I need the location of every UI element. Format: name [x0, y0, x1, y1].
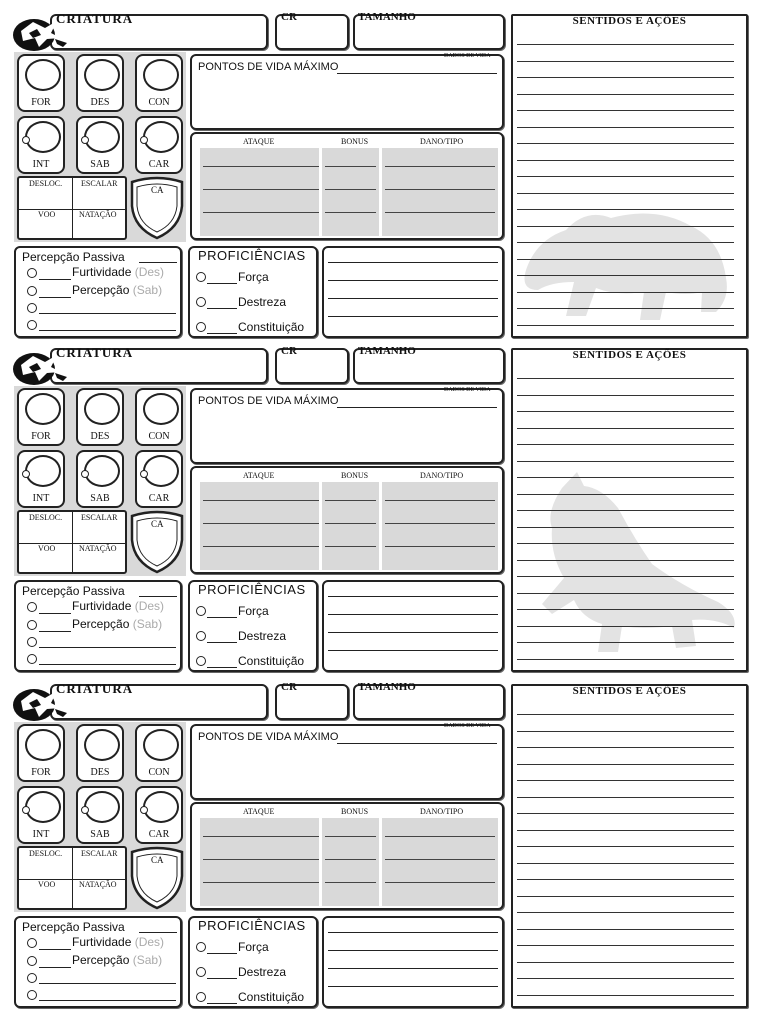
- stealth-skill: [72, 265, 164, 279]
- perception-value-line[interactable]: [39, 631, 71, 632]
- strength-save-line[interactable]: [207, 953, 237, 954]
- strength-save-line[interactable]: [207, 283, 237, 284]
- skill-ability: (Des): [134, 935, 165, 949]
- senses-line[interactable]: [517, 477, 734, 478]
- attack-header: ATAQUE: [243, 137, 275, 146]
- senses-line[interactable]: [517, 659, 734, 660]
- attack-name-column[interactable]: [200, 482, 319, 570]
- senses-line[interactable]: [517, 576, 734, 577]
- skill-name: Percepção: [72, 953, 130, 967]
- senses-actions-title: SENTIDOS E AÇÕES: [572, 685, 687, 697]
- attack-damage-column[interactable]: [382, 148, 498, 236]
- senses-line[interactable]: [517, 813, 734, 814]
- ability-label: CON: [148, 97, 170, 108]
- walk-speed-label: DESLOC.: [29, 179, 63, 188]
- senses-line[interactable]: [517, 510, 734, 511]
- attack-row-line[interactable]: [325, 882, 376, 883]
- ability-dex[interactable]: [76, 54, 124, 112]
- bonus-header: BONUS: [341, 471, 369, 480]
- ability-score-oval[interactable]: [84, 729, 120, 761]
- senses-line[interactable]: [517, 242, 734, 243]
- challenge-rating-label: CR: [281, 345, 297, 357]
- senses-line[interactable]: [517, 444, 734, 445]
- attack-bonus-column[interactable]: [322, 818, 379, 906]
- senses-line[interactable]: [517, 731, 734, 732]
- senses-line[interactable]: [517, 912, 734, 913]
- fly-speed-label: VOO: [38, 544, 56, 553]
- swim-speed-label: NATAÇÃO: [79, 210, 117, 219]
- size-label: TAMANHO: [358, 11, 416, 23]
- ability-label: CAR: [148, 829, 170, 840]
- attack-name-column[interactable]: [200, 818, 319, 906]
- ability-label: FOR: [31, 767, 51, 778]
- notes-box[interactable]: [322, 246, 504, 338]
- perception-skill: [72, 617, 162, 631]
- notes-line[interactable]: [328, 632, 498, 633]
- senses-line[interactable]: [517, 209, 734, 210]
- ability-dex[interactable]: [76, 724, 124, 782]
- swim-speed-label: NATAÇÃO: [79, 544, 117, 553]
- senses-line[interactable]: [517, 626, 734, 627]
- senses-line[interactable]: [517, 995, 734, 996]
- senses-line[interactable]: [517, 714, 734, 715]
- senses-actions-title: SENTIDOS E AÇÕES: [572, 15, 687, 27]
- ability-score-oval[interactable]: [25, 59, 61, 91]
- dexterity-save-line[interactable]: [207, 978, 237, 979]
- senses-line[interactable]: [517, 609, 734, 610]
- attack-header: ATAQUE: [243, 807, 275, 816]
- skill-ability: (Des): [134, 265, 165, 279]
- climb-speed-label: ESCALAR: [81, 513, 118, 522]
- ability-cha[interactable]: [135, 786, 183, 844]
- ability-con[interactable]: [135, 388, 183, 446]
- skill-name: Percepção: [72, 283, 130, 297]
- attack-row-line[interactable]: [325, 836, 376, 837]
- custom-skill-line[interactable]: [39, 330, 176, 331]
- strength-save-line[interactable]: [207, 617, 237, 618]
- ability-str[interactable]: [17, 54, 65, 112]
- damage-type-header: DANO/TIPO: [420, 471, 464, 480]
- attack-header: ATAQUE: [243, 471, 275, 480]
- notes-line[interactable]: [328, 932, 498, 933]
- ability-label: INT: [32, 829, 50, 840]
- hit-dice-label: DADOS DE VIDA: [444, 387, 491, 393]
- ability-label: INT: [32, 159, 50, 170]
- size-label: TAMANHO: [358, 681, 416, 693]
- creature-sheet-2: [0, 334, 768, 670]
- attack-row-line[interactable]: [385, 523, 495, 524]
- strength-save-label: Força: [238, 604, 269, 618]
- attack-row-line[interactable]: [203, 212, 319, 213]
- bonus-header: BONUS: [341, 807, 369, 816]
- ability-cha[interactable]: [135, 116, 183, 174]
- passive-perception-field[interactable]: [139, 596, 177, 597]
- senses-line[interactable]: [517, 494, 734, 495]
- ability-score-oval[interactable]: [143, 393, 179, 425]
- senses-line[interactable]: [517, 560, 734, 561]
- senses-line[interactable]: [517, 978, 734, 979]
- skill-name: Furtividade: [72, 265, 132, 279]
- ability-wis[interactable]: [76, 116, 124, 174]
- fly-speed-label: VOO: [38, 880, 56, 889]
- attack-row-line[interactable]: [203, 859, 319, 860]
- walk-speed-label: DESLOC.: [29, 513, 63, 522]
- senses-line[interactable]: [517, 830, 734, 831]
- attack-row-line[interactable]: [203, 882, 319, 883]
- ability-label: CAR: [148, 493, 170, 504]
- bonus-header: BONUS: [341, 137, 369, 146]
- perception-proficiency-dot[interactable]: [27, 956, 37, 966]
- notes-line[interactable]: [328, 316, 498, 317]
- senses-line[interactable]: [517, 160, 734, 161]
- armor-class-label: CA: [151, 185, 164, 195]
- proficiency-dot[interactable]: [81, 470, 89, 478]
- proficiency-dot[interactable]: [140, 136, 148, 144]
- notes-line[interactable]: [328, 650, 498, 651]
- passive-perception-label: Percepção Passiva: [22, 250, 125, 264]
- proficiency-dot[interactable]: [81, 806, 89, 814]
- attack-damage-column[interactable]: [382, 482, 498, 570]
- perception-skill: [72, 283, 162, 297]
- skill-ability: (Sab): [132, 953, 163, 967]
- ability-score-oval[interactable]: [143, 121, 179, 153]
- movement-grid[interactable]: [17, 176, 127, 240]
- ability-score-oval[interactable]: [25, 393, 61, 425]
- perception-value-line[interactable]: [39, 297, 71, 298]
- ability-label: SAB: [90, 159, 110, 170]
- dexterity-save-label: Destreza: [238, 629, 287, 643]
- ability-label: CON: [148, 431, 170, 442]
- attack-row-line[interactable]: [385, 212, 495, 213]
- passive-perception-label: Percepção Passiva: [22, 584, 125, 598]
- dexterity-save-line[interactable]: [207, 642, 237, 643]
- constitution-save-line[interactable]: [207, 667, 237, 668]
- senses-line[interactable]: [517, 527, 734, 528]
- ability-score-oval[interactable]: [84, 455, 120, 487]
- notes-line[interactable]: [328, 986, 498, 987]
- strength-save-dot[interactable]: [196, 272, 206, 282]
- senses-line[interactable]: [517, 846, 734, 847]
- max-hp-label: PONTOS DE VIDA MÁXIMO: [198, 395, 339, 407]
- custom-skill-dot[interactable]: [27, 990, 37, 1000]
- ability-score-oval[interactable]: [84, 791, 120, 823]
- strength-save-dot[interactable]: [196, 942, 206, 952]
- skill-ability: (Sab): [132, 283, 163, 297]
- ability-con[interactable]: [135, 724, 183, 782]
- ability-label: CON: [148, 767, 170, 778]
- hit-dice-label: DADOS DE VIDA: [444, 723, 491, 729]
- constitution-save-dot[interactable]: [196, 322, 206, 332]
- senses-line[interactable]: [517, 110, 734, 111]
- attack-row-line[interactable]: [385, 500, 495, 501]
- custom-skill-line[interactable]: [39, 313, 176, 314]
- dexterity-save-dot[interactable]: [196, 967, 206, 977]
- max-hp-line: [337, 743, 497, 744]
- notes-line[interactable]: [328, 614, 498, 615]
- senses-line[interactable]: [517, 896, 734, 897]
- senses-line[interactable]: [517, 259, 734, 260]
- proficiency-dot[interactable]: [81, 136, 89, 144]
- attack-row-line[interactable]: [325, 166, 376, 167]
- senses-line[interactable]: [517, 44, 734, 45]
- custom-skill-dot[interactable]: [27, 654, 37, 664]
- ability-label: FOR: [31, 431, 51, 442]
- creature-sheet-1: [0, 0, 768, 336]
- constitution-save-dot[interactable]: [196, 992, 206, 1002]
- senses-line[interactable]: [517, 193, 734, 194]
- ability-int[interactable]: [17, 116, 65, 174]
- senses-line[interactable]: [517, 94, 734, 95]
- ability-score-oval[interactable]: [25, 121, 61, 153]
- constitution-save-label: Constituição: [238, 654, 305, 668]
- senses-line[interactable]: [517, 879, 734, 880]
- skill-ability: (Des): [134, 599, 165, 613]
- ability-label: DES: [90, 431, 110, 442]
- damage-type-header: DANO/TIPO: [420, 137, 464, 146]
- proficiency-dot[interactable]: [22, 136, 30, 144]
- custom-skill-line[interactable]: [39, 664, 176, 665]
- ability-label: SAB: [90, 829, 110, 840]
- attack-row-line[interactable]: [325, 523, 376, 524]
- ability-wis[interactable]: [76, 786, 124, 844]
- attack-row-line[interactable]: [385, 836, 495, 837]
- senses-line[interactable]: [517, 378, 734, 379]
- ability-score-oval[interactable]: [84, 393, 120, 425]
- attack-row-line[interactable]: [385, 546, 495, 547]
- senses-line[interactable]: [517, 945, 734, 946]
- max-hp-line: [337, 73, 497, 74]
- senses-line[interactable]: [517, 411, 734, 412]
- notes-line[interactable]: [328, 596, 498, 597]
- attack-row-line[interactable]: [203, 546, 319, 547]
- armor-class-label: CA: [151, 855, 164, 865]
- ability-wis[interactable]: [76, 450, 124, 508]
- notes-line[interactable]: [328, 968, 498, 969]
- ability-str[interactable]: [17, 388, 65, 446]
- attack-row-line[interactable]: [385, 189, 495, 190]
- dexterity-save-dot[interactable]: [196, 297, 206, 307]
- ability-score-oval[interactable]: [143, 791, 179, 823]
- senses-line[interactable]: [517, 308, 734, 309]
- climb-speed-label: ESCALAR: [81, 179, 118, 188]
- attack-bonus-column[interactable]: [322, 482, 379, 570]
- skill-name: Percepção: [72, 617, 130, 631]
- stealth-value-line[interactable]: [39, 949, 71, 950]
- ability-int[interactable]: [17, 450, 65, 508]
- senses-line[interactable]: [517, 797, 734, 798]
- senses-line[interactable]: [517, 395, 734, 396]
- movement-grid[interactable]: [17, 510, 127, 574]
- proficiency-dot[interactable]: [140, 806, 148, 814]
- ability-score-oval[interactable]: [143, 729, 179, 761]
- senses-line[interactable]: [517, 642, 734, 643]
- senses-line[interactable]: [517, 780, 734, 781]
- creature-name-label: CRIATURA: [56, 345, 134, 360]
- senses-line[interactable]: [517, 61, 734, 62]
- ability-score-oval[interactable]: [25, 729, 61, 761]
- notes-line[interactable]: [328, 262, 498, 263]
- ability-label: DES: [90, 767, 110, 778]
- passive-perception-label: Percepção Passiva: [22, 920, 125, 934]
- proficiency-dot[interactable]: [22, 806, 30, 814]
- dexterity-save-label: Destreza: [238, 965, 287, 979]
- senses-line[interactable]: [517, 226, 734, 227]
- climb-speed-label: ESCALAR: [81, 849, 118, 858]
- attack-row-line[interactable]: [385, 882, 495, 883]
- attack-row-line[interactable]: [325, 212, 376, 213]
- ability-label: CAR: [148, 159, 170, 170]
- strength-save-label: Força: [238, 940, 269, 954]
- constitution-save-label: Constituição: [238, 320, 305, 334]
- hit-dice-label: DADOS DE VIDA: [444, 53, 491, 59]
- senses-line[interactable]: [517, 127, 734, 128]
- passive-perception-field[interactable]: [139, 262, 177, 263]
- stealth-proficiency-dot[interactable]: [27, 602, 37, 612]
- custom-skill-dot[interactable]: [27, 637, 37, 647]
- creature-sheet-3: [0, 670, 768, 1006]
- ability-label: INT: [32, 493, 50, 504]
- ability-score-oval[interactable]: [25, 791, 61, 823]
- ability-score-oval[interactable]: [84, 121, 120, 153]
- swim-speed-label: NATAÇÃO: [79, 880, 117, 889]
- attack-row-line[interactable]: [325, 189, 376, 190]
- attack-damage-column[interactable]: [382, 818, 498, 906]
- senses-line[interactable]: [517, 428, 734, 429]
- stealth-proficiency-dot[interactable]: [27, 938, 37, 948]
- strength-save-label: Força: [238, 270, 269, 284]
- ability-str[interactable]: [17, 724, 65, 782]
- skill-ability: (Sab): [132, 617, 163, 631]
- skill-name: Furtividade: [72, 935, 132, 949]
- movement-grid[interactable]: [17, 846, 127, 910]
- ability-label: SAB: [90, 493, 110, 504]
- senses-line[interactable]: [517, 143, 734, 144]
- custom-skill-line[interactable]: [39, 1000, 176, 1001]
- senses-line[interactable]: [517, 962, 734, 963]
- walk-speed-label: DESLOC.: [29, 849, 63, 858]
- damage-type-header: DANO/TIPO: [420, 807, 464, 816]
- ability-label: FOR: [31, 97, 51, 108]
- proficiencies-label: PROFICIÊNCIAS: [198, 582, 306, 597]
- challenge-rating-label: CR: [281, 681, 297, 693]
- ability-score-oval[interactable]: [143, 455, 179, 487]
- stealth-skill: [72, 935, 164, 949]
- skill-name: Furtividade: [72, 599, 132, 613]
- senses-line[interactable]: [517, 747, 734, 748]
- proficiencies-label: PROFICIÊNCIAS: [198, 248, 306, 263]
- creature-name-label: CRIATURA: [56, 681, 134, 696]
- ability-int[interactable]: [17, 786, 65, 844]
- ability-score-oval[interactable]: [143, 59, 179, 91]
- notes-line[interactable]: [328, 950, 498, 951]
- senses-line[interactable]: [517, 77, 734, 78]
- senses-line[interactable]: [517, 461, 734, 462]
- perception-proficiency-dot[interactable]: [27, 620, 37, 630]
- notes-line[interactable]: [328, 298, 498, 299]
- max-hp-label: PONTOS DE VIDA MÁXIMO: [198, 731, 339, 743]
- ability-dex[interactable]: [76, 388, 124, 446]
- strength-save-dot[interactable]: [196, 606, 206, 616]
- size-label: TAMANHO: [358, 345, 416, 357]
- creature-name-label: CRIATURA: [56, 11, 134, 26]
- senses-line[interactable]: [517, 593, 734, 594]
- senses-line[interactable]: [517, 292, 734, 293]
- attack-name-column[interactable]: [200, 148, 319, 236]
- custom-skill-line[interactable]: [39, 647, 176, 648]
- constitution-save-dot[interactable]: [196, 656, 206, 666]
- dexterity-save-line[interactable]: [207, 308, 237, 309]
- stealth-value-line[interactable]: [39, 279, 71, 280]
- attack-bonus-column[interactable]: [322, 148, 379, 236]
- proficiency-dot[interactable]: [22, 470, 30, 478]
- proficiency-dot[interactable]: [140, 470, 148, 478]
- max-hp-label: PONTOS DE VIDA MÁXIMO: [198, 61, 339, 73]
- perception-proficiency-dot[interactable]: [27, 286, 37, 296]
- ability-score-oval[interactable]: [84, 59, 120, 91]
- attack-row-line[interactable]: [325, 546, 376, 547]
- senses-line[interactable]: [517, 929, 734, 930]
- attack-row-line[interactable]: [203, 166, 319, 167]
- attack-row-line[interactable]: [203, 500, 319, 501]
- dexterity-save-dot[interactable]: [196, 631, 206, 641]
- senses-actions-title: SENTIDOS E AÇÕES: [572, 349, 687, 361]
- fly-speed-label: VOO: [38, 210, 56, 219]
- ability-label: DES: [90, 97, 110, 108]
- custom-skill-line[interactable]: [39, 983, 176, 984]
- attack-row-line[interactable]: [203, 836, 319, 837]
- custom-skill-dot[interactable]: [27, 973, 37, 983]
- notes-line[interactable]: [328, 280, 498, 281]
- constitution-save-line[interactable]: [207, 1003, 237, 1004]
- attack-row-line[interactable]: [385, 166, 495, 167]
- wolf-icon: [522, 468, 740, 668]
- perception-skill: [72, 953, 162, 967]
- attack-row-line[interactable]: [385, 859, 495, 860]
- ability-con[interactable]: [135, 54, 183, 112]
- senses-line[interactable]: [517, 325, 734, 326]
- attack-row-line[interactable]: [325, 859, 376, 860]
- armor-class-label: CA: [151, 519, 164, 529]
- attack-row-line[interactable]: [203, 189, 319, 190]
- constitution-save-label: Constituição: [238, 990, 305, 1004]
- notes-box[interactable]: [322, 580, 504, 672]
- ability-cha[interactable]: [135, 450, 183, 508]
- attack-row-line[interactable]: [203, 523, 319, 524]
- stealth-proficiency-dot[interactable]: [27, 268, 37, 278]
- passive-perception-field[interactable]: [139, 932, 177, 933]
- dexterity-save-label: Destreza: [238, 295, 287, 309]
- stealth-value-line[interactable]: [39, 613, 71, 614]
- senses-line[interactable]: [517, 863, 734, 864]
- stealth-skill: [72, 599, 164, 613]
- notes-box[interactable]: [322, 916, 504, 1008]
- senses-line[interactable]: [517, 764, 734, 765]
- max-hp-line: [337, 407, 497, 408]
- attack-row-line[interactable]: [325, 500, 376, 501]
- senses-line[interactable]: [517, 543, 734, 544]
- ability-score-oval[interactable]: [25, 455, 61, 487]
- senses-line[interactable]: [517, 275, 734, 276]
- custom-skill-dot[interactable]: [27, 303, 37, 313]
- custom-skill-dot[interactable]: [27, 320, 37, 330]
- proficiencies-label: PROFICIÊNCIAS: [198, 918, 306, 933]
- challenge-rating-label: CR: [281, 11, 297, 23]
- senses-line[interactable]: [517, 176, 734, 177]
- perception-value-line[interactable]: [39, 967, 71, 968]
